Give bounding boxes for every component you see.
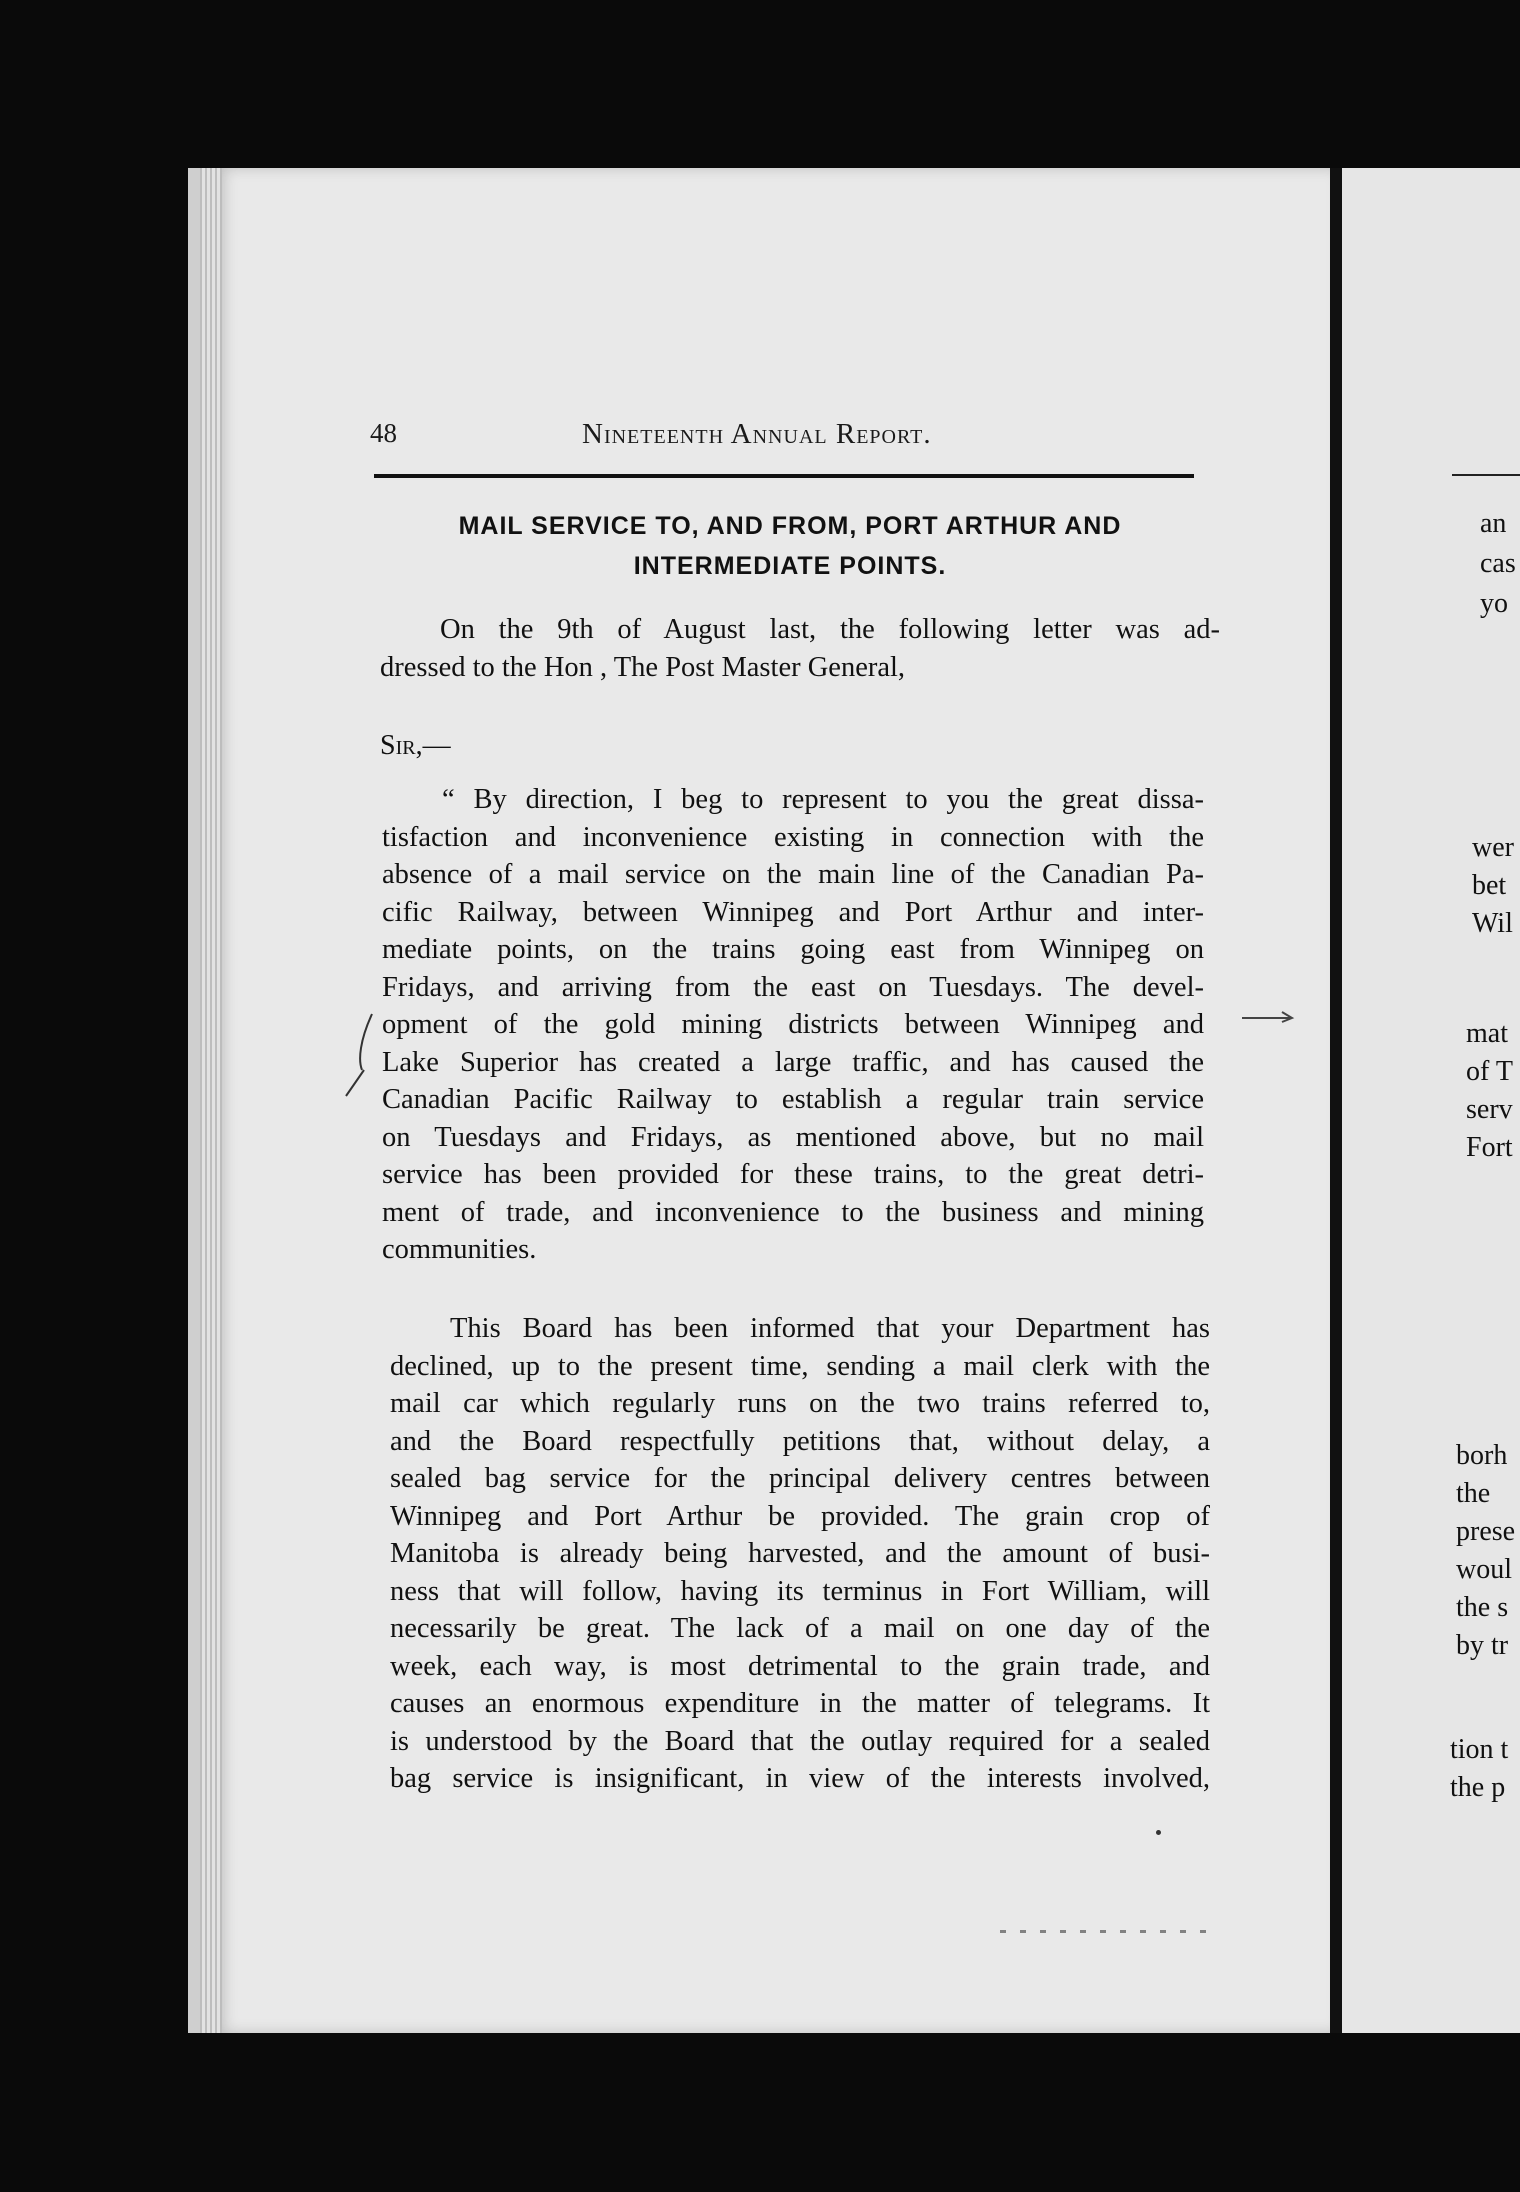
intro-line: dressed to the Hon , The Post Master General, [380,651,906,683]
paragraph-line: bag service is insignificant, in view of the interests involved, [390,1763,1210,1794]
page-number: 48 [370,418,397,448]
right-page-fragment: yo [1480,588,1508,619]
right-page-fragment: prese [1456,1516,1516,1547]
right-page-fragment: wer [1472,832,1514,863]
paragraph-line: causes an enormous expenditure in the matter of telegrams. It [390,1688,1210,1719]
right-page-fragment: woul [1456,1554,1512,1585]
ink-dot [1156,1830,1161,1835]
paragraph-line: on Tuesdays and Fridays, as mentioned above, but no mail [382,1121,1204,1153]
paragraph-line: cific Railway, between Winnipeg and Port Arthur and inter- [382,896,1204,928]
paragraph-line: Winnipeg and Port Arthur be provided. The grain crop of [390,1500,1210,1532]
letter-paragraph-1 [382,781,1204,1269]
paragraph-line: is understood by the Board that the outlay required for a sealed [390,1725,1210,1757]
paragraph-line: opment of the gold mining districts between Winnipeg and [382,1009,1204,1040]
paragraph-line: service has been provided for these trains, to the great detri- [382,1159,1204,1190]
header-rule [374,474,1194,478]
paragraph-line: mediate points, on the trains going east from Winnipeg on [382,934,1204,965]
intro-paragraph [380,611,1220,686]
page-edges [200,168,222,2033]
paragraph-line: necessarily be great. The lack of a mail on one day of the [390,1613,1210,1644]
right-page-fragment: by tr [1456,1630,1509,1661]
running-head: Nineteenth Annual Report. [582,418,932,450]
right-page-fragment: of T [1466,1056,1513,1087]
right-page-fragment: Fort [1466,1132,1513,1163]
bleed-through-marks [1000,1930,1210,1933]
right-page-fragment: the [1456,1478,1491,1509]
paragraph-line: mail car which regularly runs on the two trains referred to, [390,1388,1210,1419]
right-page-fragment: bet [1472,870,1507,901]
right-page-fragment: the p [1450,1772,1506,1803]
book-gutter [1330,168,1342,2033]
book-page-right [1342,168,1520,2033]
paragraph-line: ment of trade, and inconvenience to the business and mining [382,1196,1204,1228]
intro-line: On the 9th of August last, the following letter was ad- [440,614,1220,645]
title-line: INTERMEDIATE POINTS. [633,552,947,580]
right-page-fragment: borh [1456,1440,1508,1471]
right-page-fragment: mat [1466,1018,1508,1049]
paragraph-line: Fridays, and arriving from the east on Tuesdays. The devel- [382,971,1204,1003]
right-page-fragment: serv [1466,1094,1513,1125]
right-page-fragment: the s [1456,1592,1509,1623]
pencil-arrow-mark [1240,1006,1300,1026]
paragraph-line: declined, up to the present time, sending a mail clerk with the [390,1350,1210,1382]
pencil-margin-mark [340,1010,380,1100]
right-page-rule [1452,474,1520,476]
section-title [380,506,1200,586]
paragraph-line: week, each way, is most detrimental to the grain trade, and [390,1650,1210,1682]
right-page-fragment: tion t [1450,1734,1509,1765]
paragraph-line: “ By direction, I beg to represent to you the great dissa- [442,784,1204,815]
right-page-fragment: an [1480,508,1507,539]
paragraph-line: ness that will follow, having its terminus in Fort William, will [390,1575,1210,1607]
letter-paragraph-2 [390,1310,1210,1798]
paragraph-line: tisfaction and inconvenience existing in connection with the [382,821,1204,853]
right-page-fragment: cas [1480,548,1516,579]
paragraph-line: Canadian Pacific Railway to establish a regular train service [382,1084,1204,1115]
salutation: Sir,— [380,730,451,761]
paragraph-line: communities. [382,1234,537,1265]
right-page-fragment: Wil [1472,908,1513,939]
title-line: MAIL SERVICE TO, AND FROM, PORT ARTHUR AND [458,512,1122,540]
paragraph-line: absence of a mail service on the main line of the Canadian Pa- [382,859,1204,890]
paragraph-line: sealed bag service for the principal delivery centres between [390,1463,1210,1494]
paragraph-line: and the Board respectfully petitions that, without delay, a [390,1425,1210,1457]
paragraph-line: Lake Superior has created a large traffic, and has caused the [382,1046,1204,1078]
paragraph-line: Manitoba is already being harvested, and the amount of busi- [390,1538,1210,1569]
paragraph-line: This Board has been informed that your Department has [450,1313,1210,1344]
